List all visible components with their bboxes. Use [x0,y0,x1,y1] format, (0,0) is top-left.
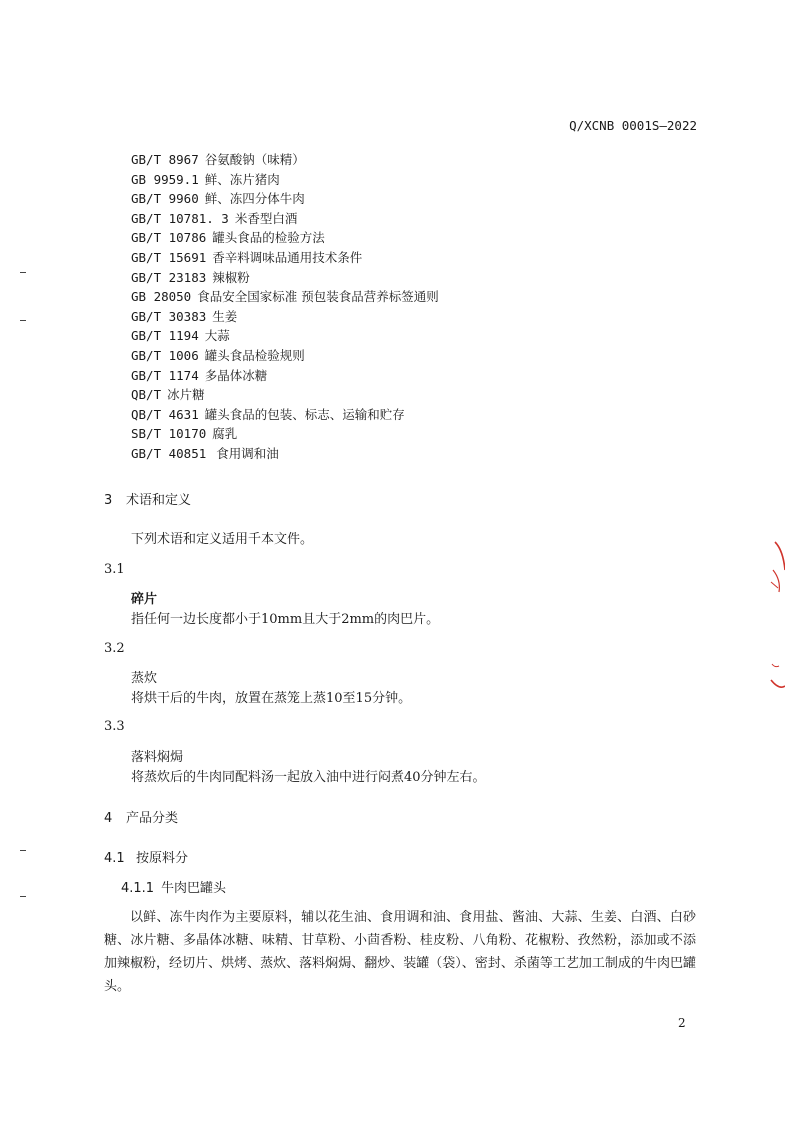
standard-code: GB/T 1006 [131,347,199,363]
reference-item [131,248,439,268]
subsection-title: 按原料分 [136,851,189,866]
standard-code: GB/T 1174 [131,367,199,383]
seal-stamp-edge [769,540,785,700]
standard-code: GB 9959.1 [131,171,199,187]
section-title: 术语和定义 [126,493,192,508]
standard-code: GB/T 30383 [131,308,207,324]
standard-title: 鲜、冻片猪肉 [204,171,280,187]
standard-code: GB 28050 [131,289,192,305]
term-name: 碎片 [131,592,158,607]
term-number: 3.3 [104,719,125,734]
subsection-number: 4.1 [104,851,125,866]
margin-mark [20,850,26,851]
standard-title: 罐头食品的检验方法 [212,230,325,246]
standard-code: GB/T 8967 [131,152,199,167]
subsection-number: 4.1.1 [121,881,155,896]
section-4-heading [104,807,178,826]
standard-title: 生姜 [212,308,238,324]
standard-title: 谷氨酸钠（味精） [204,152,305,167]
reference-item [131,444,439,464]
margin-mark [20,896,26,897]
standard-code: GB/T 9960 [131,191,199,207]
standard-title: 食用调和油 [212,445,279,461]
standard-title: 罐头食品的包装、标志、运输和贮存 [204,406,405,422]
subsection-4-1-heading [104,847,188,866]
standard-code: SB/T 10170 [131,426,207,442]
standard-title: 多晶体冰糖 [204,367,268,383]
term-name: 落料焖焗 [131,750,184,765]
reference-item [131,228,439,248]
page-number: 2 [678,1016,686,1030]
standard-code: GB/T 10781. 3 [131,210,229,226]
standard-title: 辣椒粉 [212,269,250,285]
standard-title: 冰片糖 [167,387,205,403]
reference-item [131,326,439,346]
section-title: 产品分类 [126,811,179,826]
subsection-title: 牛肉巴罐头 [161,881,227,896]
standard-title: 大蒜 [204,328,230,344]
standard-title: 腐乳 [212,426,238,442]
standard-title: 鲜、冻四分体牛肉 [204,191,305,207]
standard-code: GB/T 10786 [131,230,207,246]
reference-item [131,307,439,327]
section-3-intro: 下列术语和定义适用千本文件。 [131,532,314,547]
document-code: Q/XCNB 0001S—2022 [569,118,697,133]
reference-item [131,189,439,209]
term-definition: 指任何一边长度都小于10mm且大于2mm的肉巴片。 [131,612,440,627]
reference-item [131,405,439,425]
term-number: 3.2 [104,641,125,656]
standard-code: GB/T 1194 [131,328,199,344]
term-definition: 将蒸炊后的牛肉同配料汤一起放入油中进行闷煮40分钟左右。 [131,770,486,785]
reference-item [131,287,439,307]
reference-item [131,424,439,444]
standard-code: GB/T 40851 [131,445,207,461]
reference-item [131,150,439,170]
term-number: 3.1 [104,562,125,577]
subsection-4-1-1-heading [121,877,226,896]
section-number: 4 [104,811,113,826]
margin-mark [20,320,26,321]
normative-references-list [131,150,439,464]
standard-title: 香辛料调味品通用技术条件 [212,249,363,265]
product-description-paragraph: 以鲜、冻牛肉作为主要原料，辅以花生油、食用调和油、食用盐、酱油、大蒜、生姜、白酒、白砂糖、冰片糖、多晶体冰糖、味精、甘草粉、小茴香粉、桂皮粉、八角粉、花椒粉、孜然粉，添加或不添加辣椒粉，经切片、烘烤、蒸炊、落料焖焗、翻炒、装罐（袋）、密封、杀菌等工艺加工制成的牛肉巴罐头。 [104,910,696,994]
margin-mark [20,272,26,273]
reference-item [131,268,439,288]
section-number: 3 [104,493,113,508]
term-definition: 将烘干后的牛肉，放置在蒸笼上蒸10至15分钟。 [131,691,412,706]
standard-code: QB/T [131,387,162,403]
standard-title: 罐头食品检验规则 [204,347,305,363]
reference-item [131,385,439,405]
standard-code: GB/T 15691 [131,249,207,265]
reference-item [131,346,439,366]
standard-title: 食品安全国家标准 预包装食品营养标签通则 [197,289,439,305]
reference-item [131,170,439,190]
section-3-heading [104,489,191,508]
reference-item [131,366,439,386]
standard-code: GB/T 23183 [131,269,207,285]
term-name: 蒸炊 [131,671,158,686]
reference-item [131,209,439,229]
standard-code: QB/T 4631 [131,406,199,422]
standard-title: 米香型白酒 [234,210,298,226]
